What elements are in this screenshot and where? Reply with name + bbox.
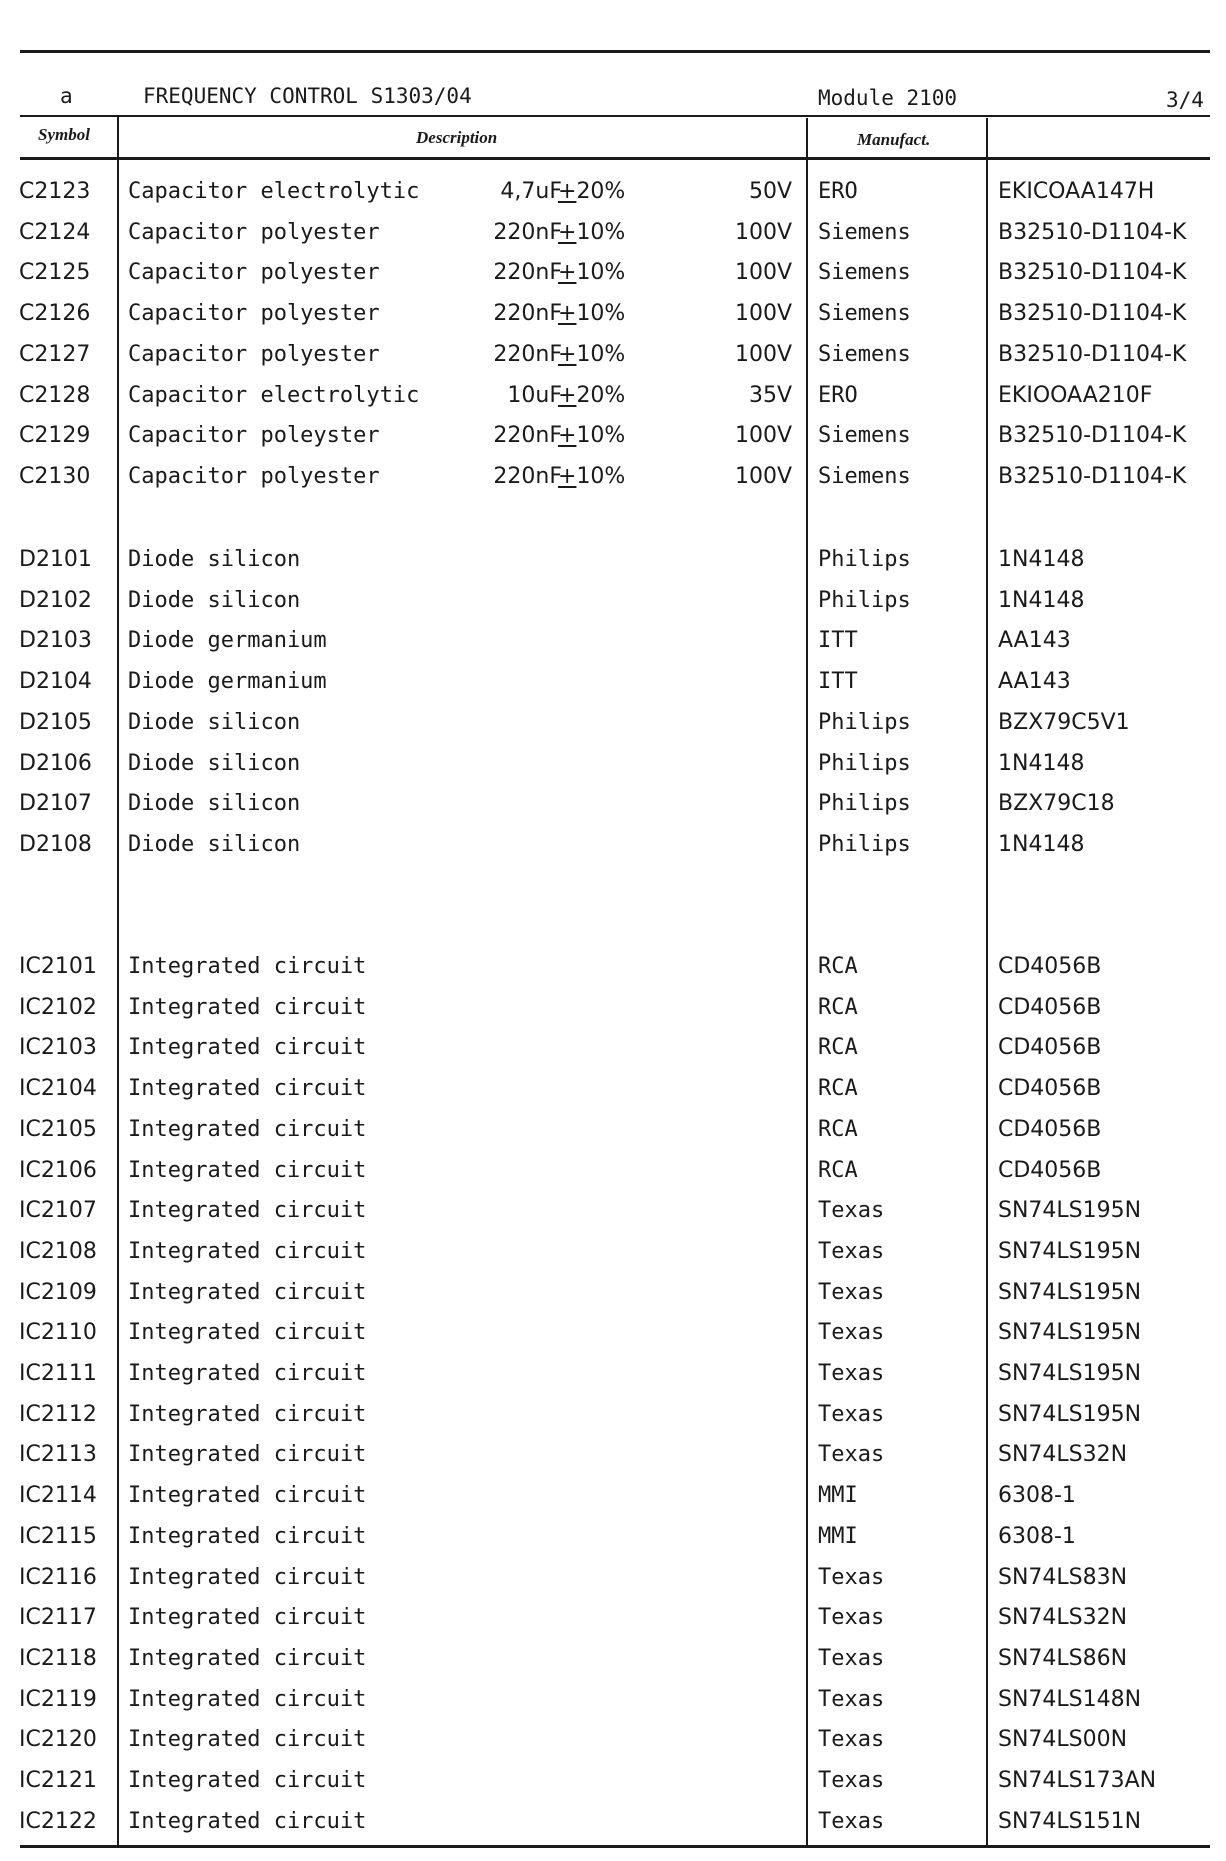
symbol-cell: IC2108 [19, 1239, 97, 1264]
tolerance-cell [558, 256, 625, 290]
value-cell: 220nF [493, 464, 562, 489]
part-number-cell: SN74LS83N [998, 1565, 1128, 1590]
description-cell: Integrated circuit [128, 1687, 367, 1712]
tolerance-sign: + [558, 383, 577, 408]
table-row [0, 338, 1226, 372]
tolerance-sign: + [558, 220, 577, 245]
voltage-cell: 100V [734, 301, 792, 326]
manufacturer-cell: RCA [818, 1076, 858, 1101]
description-cell: Integrated circuit [128, 1402, 367, 1427]
part-number-cell: B32510-D1104-K [998, 301, 1187, 326]
part-number-cell: SN74LS195N [998, 1198, 1142, 1223]
tolerance-sign: + [558, 464, 577, 489]
table-row [0, 1154, 1226, 1188]
value-cell: 220nF [493, 342, 562, 367]
table-row [0, 1072, 1226, 1106]
table-row [0, 1316, 1226, 1350]
table-row [0, 665, 1226, 699]
manufacturer-cell: Texas [818, 1239, 885, 1264]
description-cell: Integrated circuit [128, 995, 367, 1020]
symbol-cell: IC2103 [19, 1035, 97, 1060]
table-row [0, 1642, 1226, 1676]
table-row [0, 1438, 1226, 1472]
part-number-cell: CD4056B [998, 1035, 1102, 1060]
symbol-cell: IC2109 [19, 1280, 97, 1305]
voltage-cell: 100V [734, 260, 792, 285]
symbol-cell: IC2106 [19, 1158, 97, 1183]
manufacturer-cell: Siemens [818, 260, 911, 285]
manufacturer-cell: Philips [818, 832, 911, 857]
description-cell: Integrated circuit [128, 1076, 367, 1101]
table-row [0, 747, 1226, 781]
part-number-cell: BZX79C5V1 [998, 710, 1130, 735]
table-row [0, 1194, 1226, 1228]
part-number-cell: CD4056B [998, 1076, 1102, 1101]
symbol-cell: IC2121 [19, 1768, 97, 1793]
column-header-manufacturer: Manufact. [857, 130, 931, 149]
table-row [0, 297, 1226, 331]
table-row [0, 1479, 1226, 1513]
tolerance-cell [558, 419, 625, 453]
part-number-cell: SN74LS195N [998, 1239, 1142, 1264]
description-cell: Integrated circuit [128, 1565, 367, 1590]
manufacturer-cell: Texas [818, 1442, 885, 1467]
symbol-cell: IC2111 [19, 1361, 97, 1386]
part-number-cell: SN74LS195N [998, 1280, 1142, 1305]
tolerance-cell [558, 460, 625, 494]
description-cell: Integrated circuit [128, 1483, 367, 1508]
symbol-cell: IC2115 [19, 1524, 97, 1549]
part-number-cell: B32510-D1104-K [998, 423, 1187, 448]
description-cell: Integrated circuit [128, 1768, 367, 1793]
part-number-cell: SN74LS151N [998, 1809, 1142, 1834]
voltage-cell: 100V [734, 423, 792, 448]
description-cell: Integrated circuit [128, 1361, 367, 1386]
value-cell: 220nF [493, 260, 562, 285]
manufacturer-cell: Philips [818, 710, 911, 735]
table-row [0, 1764, 1226, 1798]
table-row [0, 1723, 1226, 1757]
symbol-cell: D2102 [19, 588, 92, 613]
manufacturer-cell: Texas [818, 1198, 885, 1223]
symbol-cell: C2129 [19, 423, 91, 448]
manufacturer-cell: Siemens [818, 464, 911, 489]
table-row [0, 828, 1226, 862]
manufacturer-cell: Philips [818, 751, 911, 776]
table-row [0, 787, 1226, 821]
description-cell: Integrated circuit [128, 1809, 367, 1834]
voltage-cell: 100V [734, 342, 792, 367]
description-cell: Capacitor polyester [128, 464, 380, 489]
symbol-cell: C2124 [19, 220, 91, 245]
symbol-cell: IC2107 [19, 1198, 97, 1223]
description-cell: Capacitor polyester [128, 301, 380, 326]
part-number-cell: BZX79C18 [998, 791, 1115, 816]
table-row [0, 216, 1226, 250]
table-row [0, 1805, 1226, 1839]
part-number-cell: 1N4148 [998, 832, 1085, 857]
symbol-cell: C2130 [19, 464, 91, 489]
manufacturer-cell: ERO [818, 383, 858, 408]
description-cell: Integrated circuit [128, 1646, 367, 1671]
part-number-cell: 6308-1 [998, 1524, 1076, 1549]
description-cell: Integrated circuit [128, 954, 367, 979]
part-number-cell: CD4056B [998, 1117, 1102, 1142]
manufacturer-cell: Texas [818, 1320, 885, 1345]
table-row [0, 1235, 1226, 1269]
voltage-cell: 35V [748, 383, 792, 408]
symbol-cell: IC2105 [19, 1117, 97, 1142]
symbol-cell: IC2116 [19, 1565, 97, 1590]
part-number-cell: B32510-D1104-K [998, 464, 1187, 489]
description-cell: Integrated circuit [128, 1158, 367, 1183]
part-number-cell: 1N4148 [998, 751, 1085, 776]
description-cell: Diode germanium [128, 628, 327, 653]
document-title: FREQUENCY CONTROL S1303/04 [143, 84, 472, 108]
table-row [0, 175, 1226, 209]
symbol-cell: C2128 [19, 383, 91, 408]
manufacturer-cell: Philips [818, 791, 911, 816]
description-cell: Integrated circuit [128, 1198, 367, 1223]
table-row [0, 460, 1226, 494]
description-cell: Integrated circuit [128, 1117, 367, 1142]
manufacturer-cell: RCA [818, 1035, 858, 1060]
manufacturer-cell: Texas [818, 1687, 885, 1712]
manufacturer-cell: Texas [818, 1402, 885, 1427]
value-cell: 220nF [493, 423, 562, 448]
part-number-cell: SN74LS148N [998, 1687, 1142, 1712]
tolerance-sign: + [558, 423, 577, 448]
table-row [0, 1520, 1226, 1554]
symbol-cell: IC2112 [19, 1402, 97, 1427]
manufacturer-cell: Siemens [818, 220, 911, 245]
symbol-cell: D2108 [19, 832, 92, 857]
symbol-cell: D2101 [19, 547, 92, 572]
part-number-cell: SN74LS173AN [998, 1768, 1157, 1793]
symbol-cell: IC2119 [19, 1687, 97, 1712]
tolerance-value: 20% [576, 383, 626, 408]
tolerance-value: 10% [576, 220, 626, 245]
description-cell: Capacitor polyester [128, 260, 380, 285]
symbol-cell: IC2102 [19, 995, 97, 1020]
symbol-cell: D2104 [19, 669, 92, 694]
table-row [0, 706, 1226, 740]
table-row [0, 1113, 1226, 1147]
part-number-cell: EKICOAA147H [998, 179, 1155, 204]
tolerance-cell [558, 379, 625, 413]
section-letter: a [60, 84, 73, 108]
table-row [0, 1357, 1226, 1391]
voltage-cell: 50V [748, 179, 792, 204]
part-number-cell: SN74LS00N [998, 1727, 1128, 1752]
description-cell: Diode silicon [128, 832, 301, 857]
symbol-cell: IC2122 [19, 1809, 97, 1834]
manufacturer-cell: RCA [818, 1117, 858, 1142]
symbol-cell: D2105 [19, 710, 92, 735]
tolerance-cell [558, 175, 625, 209]
symbol-cell: D2106 [19, 751, 92, 776]
tolerance-cell [558, 297, 625, 331]
manufacturer-cell: Texas [818, 1280, 885, 1305]
manufacturer-cell: MMI [818, 1483, 858, 1508]
value-cell: 4,7uF [500, 179, 562, 204]
description-cell: Capacitor polyester [128, 342, 380, 367]
manufacturer-cell: MMI [818, 1524, 858, 1549]
column-header-description: Description [416, 128, 498, 147]
page-number: 3/4 [1166, 88, 1204, 112]
tolerance-value: 20% [576, 179, 626, 204]
description-cell: Diode silicon [128, 751, 301, 776]
manufacturer-cell: Texas [818, 1768, 885, 1793]
table-row [0, 1683, 1226, 1717]
description-cell: Diode germanium [128, 669, 327, 694]
description-cell: Diode silicon [128, 547, 301, 572]
manufacturer-cell: Texas [818, 1646, 885, 1671]
part-number-cell: CD4056B [998, 1158, 1102, 1183]
part-number-cell: AA143 [998, 628, 1071, 653]
tolerance-value: 10% [576, 464, 626, 489]
tolerance-value: 10% [576, 423, 626, 448]
description-cell: Integrated circuit [128, 1035, 367, 1060]
symbol-cell: IC2118 [19, 1646, 97, 1671]
value-cell: 10uF [507, 383, 562, 408]
table-row [0, 1031, 1226, 1065]
part-number-cell: 6308-1 [998, 1483, 1076, 1508]
description-cell: Capacitor electrolytic [128, 179, 420, 204]
description-cell: Integrated circuit [128, 1605, 367, 1630]
description-cell: Integrated circuit [128, 1320, 367, 1345]
symbol-cell: C2125 [19, 260, 91, 285]
tolerance-cell [558, 216, 625, 250]
tolerance-cell [558, 338, 625, 372]
table-row [0, 1276, 1226, 1310]
symbol-cell: C2126 [19, 301, 91, 326]
value-cell: 220nF [493, 220, 562, 245]
part-number-cell: EKIOOAA210F [998, 383, 1153, 408]
module-label: Module 2100 [818, 86, 958, 110]
table-row [0, 1561, 1226, 1595]
symbol-cell: IC2101 [19, 954, 97, 979]
description-cell: Integrated circuit [128, 1727, 367, 1752]
manufacturer-cell: RCA [818, 954, 858, 979]
manufacturer-cell: Philips [818, 588, 911, 613]
table-row [0, 256, 1226, 290]
description-cell: Capacitor polyester [128, 220, 380, 245]
symbol-cell: IC2114 [19, 1483, 97, 1508]
voltage-cell: 100V [734, 220, 792, 245]
part-number-cell: AA143 [998, 669, 1071, 694]
description-cell: Diode silicon [128, 588, 301, 613]
part-number-cell: CD4056B [998, 954, 1102, 979]
part-number-cell: CD4056B [998, 995, 1102, 1020]
table-row [0, 950, 1226, 984]
part-number-cell: SN74LS195N [998, 1361, 1142, 1386]
manufacturer-cell: Siemens [818, 301, 911, 326]
part-number-cell: B32510-D1104-K [998, 220, 1187, 245]
part-number-cell: SN74LS195N [998, 1320, 1142, 1345]
voltage-cell: 100V [734, 464, 792, 489]
symbol-cell: IC2120 [19, 1727, 97, 1752]
symbol-cell: D2103 [19, 628, 92, 653]
tolerance-value: 10% [576, 260, 626, 285]
part-number-cell: B32510-D1104-K [998, 260, 1187, 285]
manufacturer-cell: ITT [818, 669, 858, 694]
manufacturer-cell: Siemens [818, 423, 911, 448]
symbol-cell: IC2113 [19, 1442, 97, 1467]
table-row [0, 543, 1226, 577]
part-number-cell: SN74LS32N [998, 1605, 1128, 1630]
part-number-cell: SN74LS195N [998, 1402, 1142, 1427]
symbol-cell: C2127 [19, 342, 91, 367]
manufacturer-cell: Siemens [818, 342, 911, 367]
manufacturer-cell: Texas [818, 1361, 885, 1386]
part-number-cell: 1N4148 [998, 588, 1085, 613]
part-number-cell: B32510-D1104-K [998, 342, 1187, 367]
tolerance-sign: + [558, 179, 577, 204]
tolerance-sign: + [558, 342, 577, 367]
description-cell: Integrated circuit [128, 1524, 367, 1549]
description-cell: Diode silicon [128, 710, 301, 735]
manufacturer-cell: Texas [818, 1809, 885, 1834]
part-number-cell: SN74LS86N [998, 1646, 1128, 1671]
manufacturer-cell: RCA [818, 1158, 858, 1183]
column-header-symbol: Symbol [38, 125, 90, 144]
description-cell: Diode silicon [128, 791, 301, 816]
table-row [0, 1601, 1226, 1635]
symbol-cell: IC2117 [19, 1605, 97, 1630]
manufacturer-cell: RCA [818, 995, 858, 1020]
table-row [0, 624, 1226, 658]
table-row [0, 1398, 1226, 1432]
table-row [0, 379, 1226, 413]
symbol-cell: D2107 [19, 791, 92, 816]
table-row [0, 991, 1226, 1025]
tolerance-sign: + [558, 260, 577, 285]
tolerance-value: 10% [576, 301, 626, 326]
manufacturer-cell: ERO [818, 179, 858, 204]
table-row [0, 584, 1226, 618]
description-cell: Integrated circuit [128, 1280, 367, 1305]
manufacturer-cell: Texas [818, 1565, 885, 1590]
description-cell: Integrated circuit [128, 1442, 367, 1467]
symbol-cell: C2123 [19, 179, 91, 204]
table-row [0, 419, 1226, 453]
symbol-cell: IC2110 [19, 1320, 97, 1345]
part-number-cell: 1N4148 [998, 547, 1085, 572]
tolerance-value: 10% [576, 342, 626, 367]
manufacturer-cell: ITT [818, 628, 858, 653]
manufacturer-cell: Philips [818, 547, 911, 572]
value-cell: 220nF [493, 301, 562, 326]
part-number-cell: SN74LS32N [998, 1442, 1128, 1467]
tolerance-sign: + [558, 301, 577, 326]
description-cell: Integrated circuit [128, 1239, 367, 1264]
symbol-cell: IC2104 [19, 1076, 97, 1101]
description-cell: Capacitor electrolytic [128, 383, 420, 408]
description-cell: Capacitor poleyster [128, 423, 380, 448]
manufacturer-cell: Texas [818, 1605, 885, 1630]
manufacturer-cell: Texas [818, 1727, 885, 1752]
